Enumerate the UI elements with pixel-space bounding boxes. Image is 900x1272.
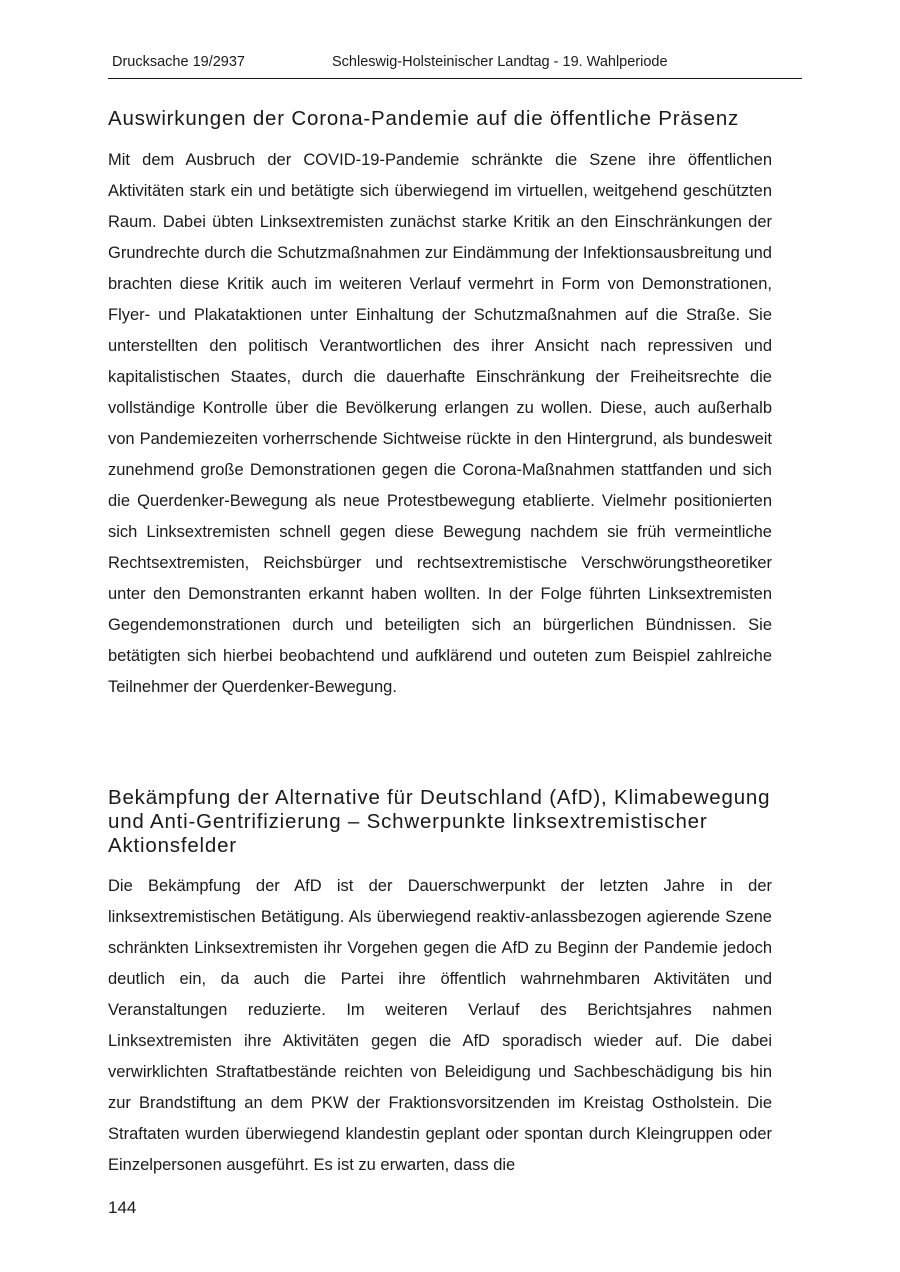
page-header (108, 52, 802, 79)
section-heading-afd: Bekämpfung der Alternative für Deutschland (AfD), Klimabewegung und Anti-Gentrifizierung – Schwerpunkte linksextremistischer Aktionsfelder (108, 786, 771, 857)
document-reference: Drucksache 19/2937 (112, 54, 245, 70)
page-number: 144 (108, 1198, 137, 1217)
section-body-afd: Die Bekämpfung der AfD ist der Dauerschwerpunkt der letzten Jahre in der linksextremistischen Betätigung. Als überwiegend reaktiv-anlassbezogen agierende Szene schränkten Linksextremisten ihr Vorgehen gegen die AfD zu Beginn der Pandemie jedoch deutlich ein, da auch die Partei ihre öffentlich wahrnehmbaren Aktivitäten und Veranstaltungen reduzierte. Im weiteren Verlauf des Berichtsjahres nahmen Linksextremisten ihre Aktivitäten gegen die AfD sporadisch wieder auf. Die dabei verwirklichten Straftatbestände reichten von Beleidigung und Sachbeschädigung bis hin zur Brandstiftung an dem PKW der Fraktionsvorsitzenden im Kreistag Ostholstein. Die Straftaten wurden überwiegend klandestin geplant oder spontan durch Kleingruppen oder Einzelpersonen ausgeführt. Es ist zu erwarten, dass die (108, 877, 772, 1174)
section-body-corona: Mit dem Ausbruch der COVID-19-Pandemie schränkte die Szene ihre öffentlichen Aktivitäten stark ein und betätigte sich überwiegend im virtuellen, weitgehend geschützten Raum. Dabei übten Linksextremisten zunächst starke Kritik an den Einschränkungen der Grundrechte durch die Schutzmaßnahmen zur Eindämmung der Infektionsausbreitung und brachten diese Kritik auch im weiteren Verlauf vermehrt in Form von Demonstrationen, Flyer- und Plakataktionen unter Einhaltung der Schutzmaßnahmen auf die Straße. Sie unterstellten den politisch Verantwortlichen des ihrer Ansicht nach repressiven und kapitalistischen Staates, durch die dauerhafte Einschränkung der Freiheitsrechte die vollständige Kontrolle über die Bevölkerung erlangen zu wollen. Diese, auch außerhalb von Pandemiezeiten vorherrschende Sichtweise rückte in den Hintergrund, als bundesweit zunehmend große Demonstrationen gegen die Corona-Maßnahmen stattfanden und sich die Querdenker-Bewegung als neue Protestbewegung etablierte. Vielmehr positionierten sich Linksextremisten schnell gegen diese Bewegung nachdem sie früh vermeintliche Rechtsextremisten, Reichsbürger und rechtsextremistische Verschwörungstheoretiker unter den Demonstranten erkannt haben wollten. In der Folge führten Linksextremisten Gegendemonstrationen durch und beteiligten sich an bürgerlichen Bündnissen. Sie betätigten sich hierbei beobachtend und aufklärend und outeten zum Beispiel zahlreiche Teilnehmer der Querdenker-Bewegung. (108, 151, 772, 696)
section-heading-corona: Auswirkungen der Corona-Pandemie auf die öffentliche Präsenz (108, 107, 740, 130)
parliament-title: Schleswig-Holsteinischer Landtag - 19. Wahlperiode (332, 54, 668, 70)
